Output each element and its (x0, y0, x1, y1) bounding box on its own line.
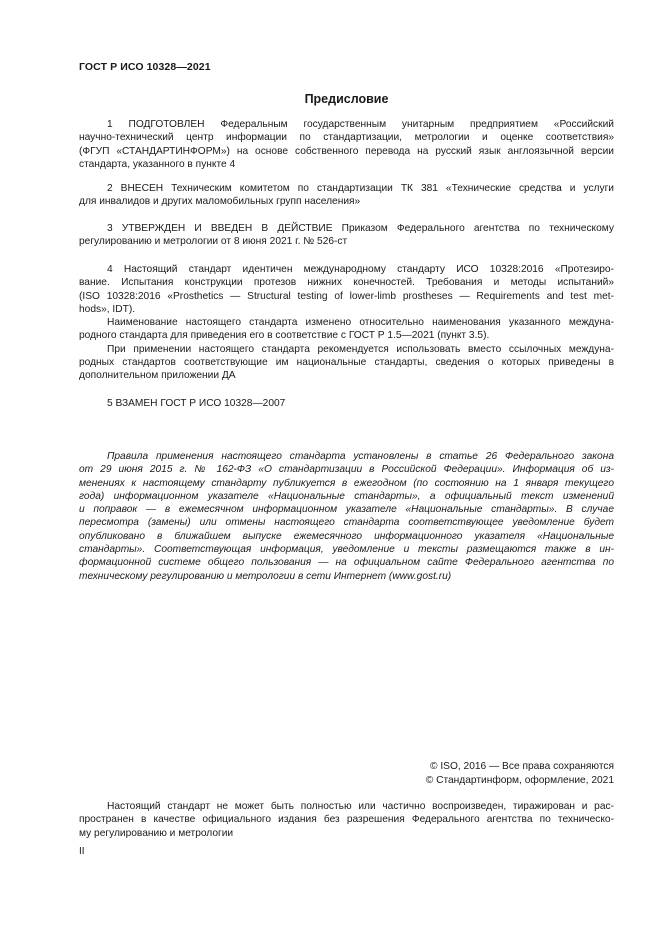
page-number: II (79, 846, 85, 857)
item-5-replaces (79, 397, 614, 410)
item-4-line: родного стандарта для приведения его в соответствие с ГОСТ Р 1.5—2021 (пункт 3.5). (79, 330, 490, 342)
item-1-line: стандарта, указанного в пункте 4 (79, 158, 236, 170)
item-4-line: Наименование настоящего стандарта изменено относительно наименования указанного междуна- (107, 317, 614, 329)
rules-line: опубликовано в ближайшем выпуске ежемесячного информационного указателя «Национальные (79, 530, 614, 542)
reproduction-line: Настоящий стандарт не может быть полностью или частично воспроизведен, тиражирован и рас- (107, 801, 614, 812)
reproduction-notice (79, 800, 614, 840)
copyright-block (426, 760, 614, 788)
item-4-line: дополнительном приложении ДА (79, 370, 236, 382)
item-4-line: hods», IDT). (79, 303, 136, 315)
rules-line: техническому регулированию и метрологии в сети Интернет (www.gost.ru) (79, 570, 452, 582)
item-4-line: (ISO 10328:2016 «Prosthetics — Structural testing of lower-limb prostheses — Requirements and test met- (79, 290, 614, 302)
rules-line: года) информационном указателе «Национальные стандарты», а официальный текст изменений (79, 490, 614, 502)
item-3-line: 3 УТВЕРЖДЕН И ВВЕДЕН В ДЕЙСТВИЕ Приказом Федерального агентства по техническому (107, 223, 614, 234)
item-2-line: 2 ВНЕСЕН Техническим комитетом по стандартизации ТК 381 «Технические средства и услуги (107, 183, 614, 194)
reproduction-line: пространен в качестве официального издания без разрешения Федерального агентства по техническо- (79, 814, 614, 826)
item-1-line: 1 ПОДГОТОВЛЕН Федеральным государственным унитарным предприятием «Российский (107, 119, 614, 130)
rules-line: менениях к настоящему стандарту публикуется в ежегодном (по состоянию на 1 января текущего (79, 477, 614, 489)
item-4-line: вание. Испытания конструкции протезов нижних конечностей. Требования и методы испытаний» (79, 277, 614, 289)
rules-line: и поправок — в ежемесячном информационном указателе «Национальные стандарты». В случае (79, 504, 614, 516)
standard-code-header: ГОСТ Р ИСО 10328—2021 (79, 61, 211, 73)
copyright-standartinform: © Стандартинформ, оформление, 2021 (425, 775, 614, 786)
item-1-prepared (79, 118, 614, 171)
item-1-line: (ФГУП «СТАНДАРТИНФОРМ») на основе собственного перевода на русский язык англоязычной версии (79, 145, 614, 157)
rules-line: от 29 июня 2015 г. № 162-ФЗ «О стандартизации в Российской Федерации». Информация об из- (79, 464, 614, 476)
rules-line: формационной системе общего пользования — на официальном сайте Федерального агентства по (79, 557, 614, 569)
item-5-line: 5 ВЗАМЕН ГОСТ Р ИСО 10328—2007 (107, 398, 286, 409)
rules-line: Правила применения настоящего стандарта установлены в статье 26 Федерального закона (107, 451, 614, 462)
item-4-line: 4 Настоящий стандарт идентичен международному стандарту ИСО 10328:2016 «Протезиро- (107, 264, 614, 275)
rules-line: пересмотра (замены) или отмены настоящего стандарта соответствующее уведомление будет (79, 517, 614, 529)
copyright-iso: © ISO, 2016 — Все права сохраняются (430, 761, 614, 772)
item-4-identical (79, 263, 614, 383)
item-3-approved (79, 222, 614, 249)
item-1-line: научно-технический центр информации по стандартизации, метрологии и оценке соответствия» (79, 132, 614, 144)
item-4-line: При применении настоящего стандарта рекомендуется использовать вместо ссылочных междуна- (107, 343, 614, 355)
reproduction-line: му регулированию и метрологии (79, 827, 234, 839)
item-2-introduced (79, 182, 614, 209)
item-2-line: для инвалидов и других маломобильных групп населения» (79, 196, 361, 208)
page-title: Предисловие (304, 92, 389, 106)
item-4-line: родных стандартов соответствующие им национальные стандарты, сведения о которых приведены в (79, 357, 614, 369)
rules-line: стандарты». Соответствующая информация, уведомление и тексты размещаются также в ин- (79, 544, 614, 556)
application-rules-notice (79, 450, 614, 583)
item-3-line: регулированию и метрологии от 8 июня 2021 г. № 526-ст (79, 236, 348, 248)
